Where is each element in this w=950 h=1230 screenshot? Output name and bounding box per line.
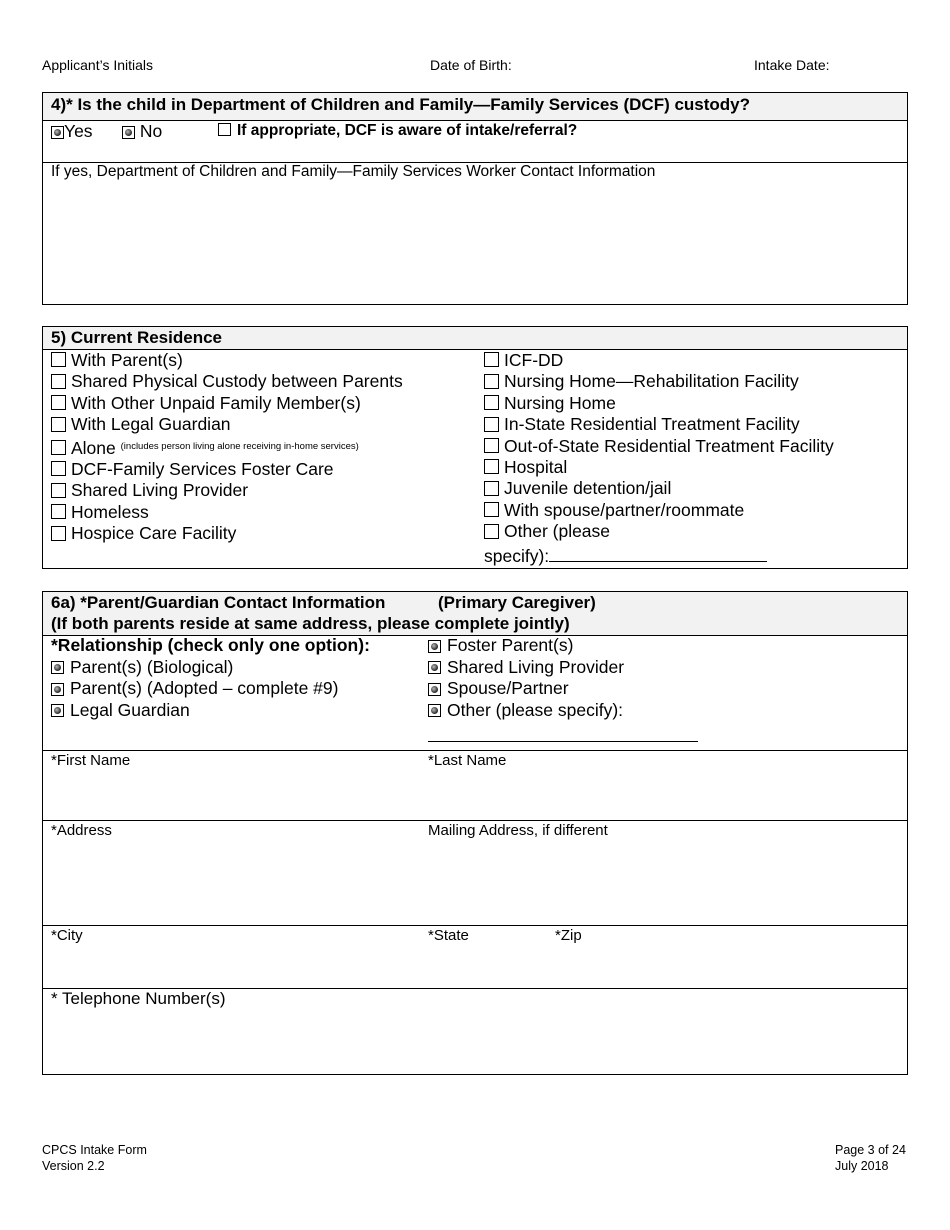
relationship-option[interactable]: Parent(s) (Adopted – complete #9)	[51, 678, 370, 700]
residence-other-input[interactable]	[549, 543, 767, 562]
form-version: Version 2.2	[42, 1159, 105, 1173]
state-field[interactable]	[428, 947, 548, 985]
dcf-worker-contact-field[interactable]	[51, 185, 897, 295]
checkbox-icon[interactable]	[51, 352, 66, 367]
relationship-option[interactable]: Foster Parent(s)	[428, 635, 698, 657]
residence-option[interactable]: With Other Unpaid Family Member(s)	[51, 393, 403, 414]
first-name-field[interactable]	[51, 772, 421, 818]
residence-option[interactable]: Shared Physical Custody between Parents	[51, 371, 403, 392]
relationship-right-column	[428, 635, 698, 742]
dcf-custody-question: 4)* Is the child in Department of Children and Family—Family Services (DCF) custody?	[43, 93, 907, 120]
city-label: *City	[51, 927, 83, 944]
relationship-option[interactable]: Parent(s) (Biological)	[51, 657, 370, 679]
form-date: July 2018	[835, 1159, 889, 1173]
relationship-option[interactable]: Spouse/Partner	[428, 678, 698, 700]
city-field[interactable]	[51, 947, 421, 985]
residence-option[interactable]: ICF-DD	[484, 350, 834, 371]
checkbox-icon[interactable]	[484, 352, 499, 367]
current-residence-title: 5) Current Residence	[43, 327, 907, 349]
checkbox-icon[interactable]	[484, 481, 499, 496]
page-number: Page 3 of 24	[835, 1143, 906, 1157]
dcf-no-option[interactable]: No	[122, 121, 162, 141]
relationship-option[interactable]: Shared Living Provider	[428, 657, 698, 679]
checkbox-icon[interactable]	[51, 374, 66, 389]
residence-option[interactable]: With Legal Guardian	[51, 414, 403, 435]
checkbox-icon[interactable]	[51, 461, 66, 476]
parent-guardian-header	[43, 592, 907, 635]
section-dcf-custody	[42, 92, 908, 305]
address-label: *Address	[51, 822, 112, 839]
residence-option[interactable]: Homeless	[51, 502, 403, 523]
address-field[interactable]	[51, 842, 421, 922]
residence-option[interactable]: Juvenile detention/jail	[484, 478, 834, 499]
residence-option[interactable]: Hospice Care Facility	[51, 523, 403, 544]
section-parent-guardian-contact	[42, 591, 908, 1075]
residence-option[interactable]: With spouse/partner/roommate	[484, 500, 834, 521]
relationship-left-column	[51, 635, 370, 721]
dcf-worker-contact-label: If yes, Department of Children and Family—Family Services Worker Contact Information	[51, 163, 656, 180]
checkbox-icon[interactable]	[484, 395, 499, 410]
radio-icon[interactable]	[122, 126, 135, 139]
residence-option[interactable]: Shared Living Provider	[51, 480, 403, 501]
checkbox-icon[interactable]	[51, 417, 66, 432]
footer-right	[835, 1142, 906, 1174]
residence-option[interactable]: DCF-Family Services Foster Care	[51, 459, 403, 480]
section-current-residence	[42, 326, 908, 569]
residence-right-column	[484, 350, 834, 567]
telephone-label: * Telephone Number(s)	[51, 989, 226, 1008]
telephone-field[interactable]	[51, 1012, 897, 1070]
relationship-option[interactable]: Other (please specify):	[428, 700, 698, 722]
checkbox-icon[interactable]	[51, 504, 66, 519]
intake-date-label: Intake Date:	[754, 57, 830, 73]
mailing-address-label: Mailing Address, if different	[428, 822, 608, 839]
form-name: CPCS Intake Form	[42, 1143, 147, 1157]
residence-option[interactable]: In-State Residential Treatment Facility	[484, 414, 834, 435]
checkbox-icon[interactable]	[484, 374, 499, 389]
residence-option[interactable]: With Parent(s)	[51, 350, 403, 371]
checkbox-icon[interactable]	[51, 526, 66, 541]
radio-icon[interactable]	[51, 661, 64, 674]
radio-icon[interactable]	[51, 126, 64, 139]
first-name-label: *First Name	[51, 752, 131, 769]
mailing-address-field[interactable]	[428, 842, 898, 922]
residence-option[interactable]: Other (please	[484, 521, 834, 542]
residence-option[interactable]: Hospital	[484, 457, 834, 478]
residence-other-specify: specify):	[484, 543, 834, 567]
checkbox-icon[interactable]	[51, 395, 66, 410]
radio-icon[interactable]	[428, 640, 441, 653]
parent-guardian-title: 6a) *Parent/Guardian Contact Information	[51, 593, 386, 612]
residence-left-column	[51, 350, 403, 545]
checkbox-icon[interactable]	[51, 483, 66, 498]
relationship-label: *Relationship (check only one option):	[51, 635, 370, 655]
last-name-label: *Last Name	[428, 752, 507, 769]
primary-caregiver-label: (Primary Caregiver)	[438, 593, 596, 612]
checkbox-icon[interactable]	[51, 440, 66, 455]
state-label: *State	[428, 927, 469, 944]
dcf-aware-option[interactable]: If appropriate, DCF is aware of intake/referral?	[218, 121, 577, 141]
residence-option[interactable]: Nursing Home—Rehabilitation Facility	[484, 371, 834, 392]
checkbox-icon[interactable]	[218, 123, 231, 136]
checkbox-icon[interactable]	[484, 502, 499, 517]
radio-icon[interactable]	[428, 661, 441, 674]
last-name-field[interactable]	[428, 772, 898, 818]
zip-label: *Zip	[555, 927, 582, 944]
radio-icon[interactable]	[428, 683, 441, 696]
checkbox-icon[interactable]	[484, 459, 499, 474]
parent-guardian-subtitle: (If both parents reside at same address, please complete jointly)	[51, 614, 570, 633]
radio-icon[interactable]	[428, 704, 441, 717]
radio-icon[interactable]	[51, 704, 64, 717]
relationship-option[interactable]: Legal Guardian	[51, 700, 370, 722]
residence-option[interactable]: Out-of-State Residential Treatment Facility	[484, 436, 834, 457]
checkbox-icon[interactable]	[484, 438, 499, 453]
residence-option[interactable]: Nursing Home	[484, 393, 834, 414]
checkbox-icon[interactable]	[484, 524, 499, 539]
applicant-initials-label: Applicant’s Initials	[42, 57, 154, 73]
date-of-birth-label: Date of Birth:	[430, 57, 512, 73]
relationship-other-input[interactable]	[428, 721, 698, 742]
zip-field[interactable]	[555, 947, 895, 985]
radio-icon[interactable]	[51, 683, 64, 696]
residence-option[interactable]: Alone $^{(includes person living alone receiving in-home services)}$	[51, 436, 403, 459]
alone-note: (includes person living alone receiving in-home services)	[120, 440, 359, 452]
checkbox-icon[interactable]	[484, 417, 499, 432]
dcf-yes-option[interactable]: Yes	[51, 121, 93, 141]
footer-left	[42, 1142, 147, 1174]
